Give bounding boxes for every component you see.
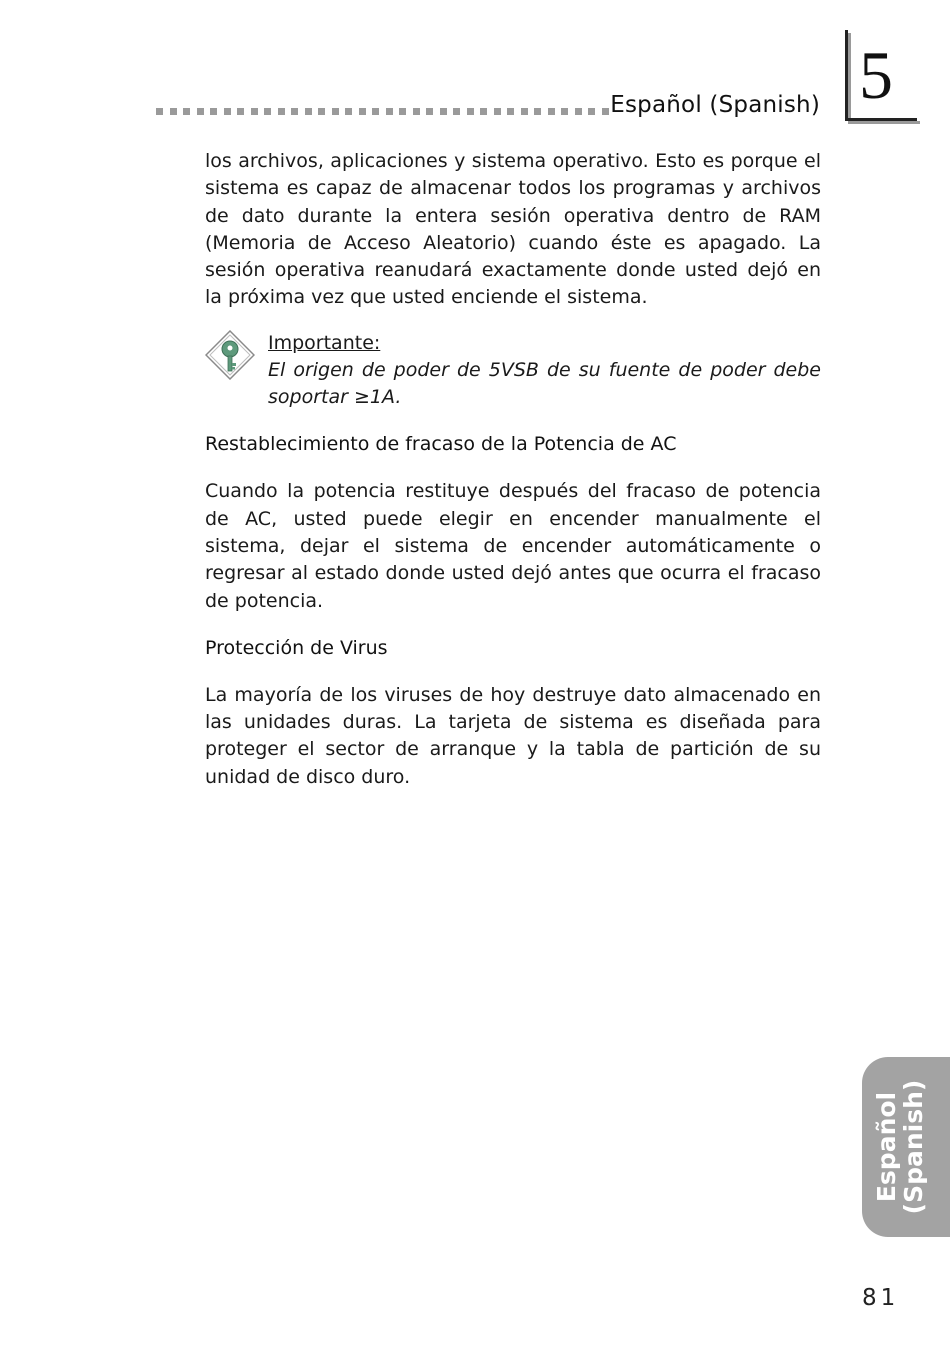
- chapter-number: 5: [859, 37, 893, 113]
- chapter-marker-vertical-rule: [845, 30, 848, 120]
- side-tab-line2: (Spanish): [899, 1079, 928, 1215]
- chapter-marker: [845, 30, 919, 122]
- main-content: [205, 148, 821, 791]
- important-note: [205, 330, 821, 412]
- section-heading-ac-power-failure: Restablecimiento de fracaso de la Potencia de AC: [205, 433, 677, 456]
- language-side-tab: [862, 1057, 950, 1237]
- page-number: 81: [862, 1285, 900, 1311]
- key-icon: [205, 330, 255, 380]
- section-heading-virus-protection: Protección de Virus: [205, 636, 388, 659]
- header-title: Español (Spanish): [610, 92, 820, 118]
- side-tab-label: [873, 1080, 927, 1215]
- section-paragraph-ac-power-failure: Cuando la potencia restituye después del fracaso de potencia de AC, usted puede elegir en encender manualmente el sistema, dejar el sistema de encender automáticamente o regresar al estado donde usted dejó antes que ocurra el fracaso de potencia.: [205, 480, 821, 612]
- section-paragraph-virus-protection: La mayoría de los viruses de hoy destruye dato almacenado en las unidades duras. La tarjeta de sistema es diseñada para proteger el sector de arranque y la tabla de partición de su unidad de disco duro.: [205, 683, 821, 788]
- side-tab-line1: Español: [872, 1091, 901, 1203]
- note-title: Importante:: [268, 331, 381, 354]
- header-dotted-rule: [156, 108, 616, 118]
- note-text: El origen de poder de 5VSB de su fuente de poder debe soportar ≥1A.: [268, 358, 821, 409]
- chapter-marker-horizontal-rule: [845, 118, 917, 121]
- intro-paragraph: los archivos, aplicaciones y sistema operativo. Esto es porque el sistema es capaz de almacenar todos los programas y archivos de dato durante la entera sesión operativa dentro de RAM (Memoria de Acceso Aleatorio) cuando éste es apagado. La sesión operativa reanudará exactamente donde usted dejó en la próxima vez que usted enciende el sistema.: [205, 150, 821, 309]
